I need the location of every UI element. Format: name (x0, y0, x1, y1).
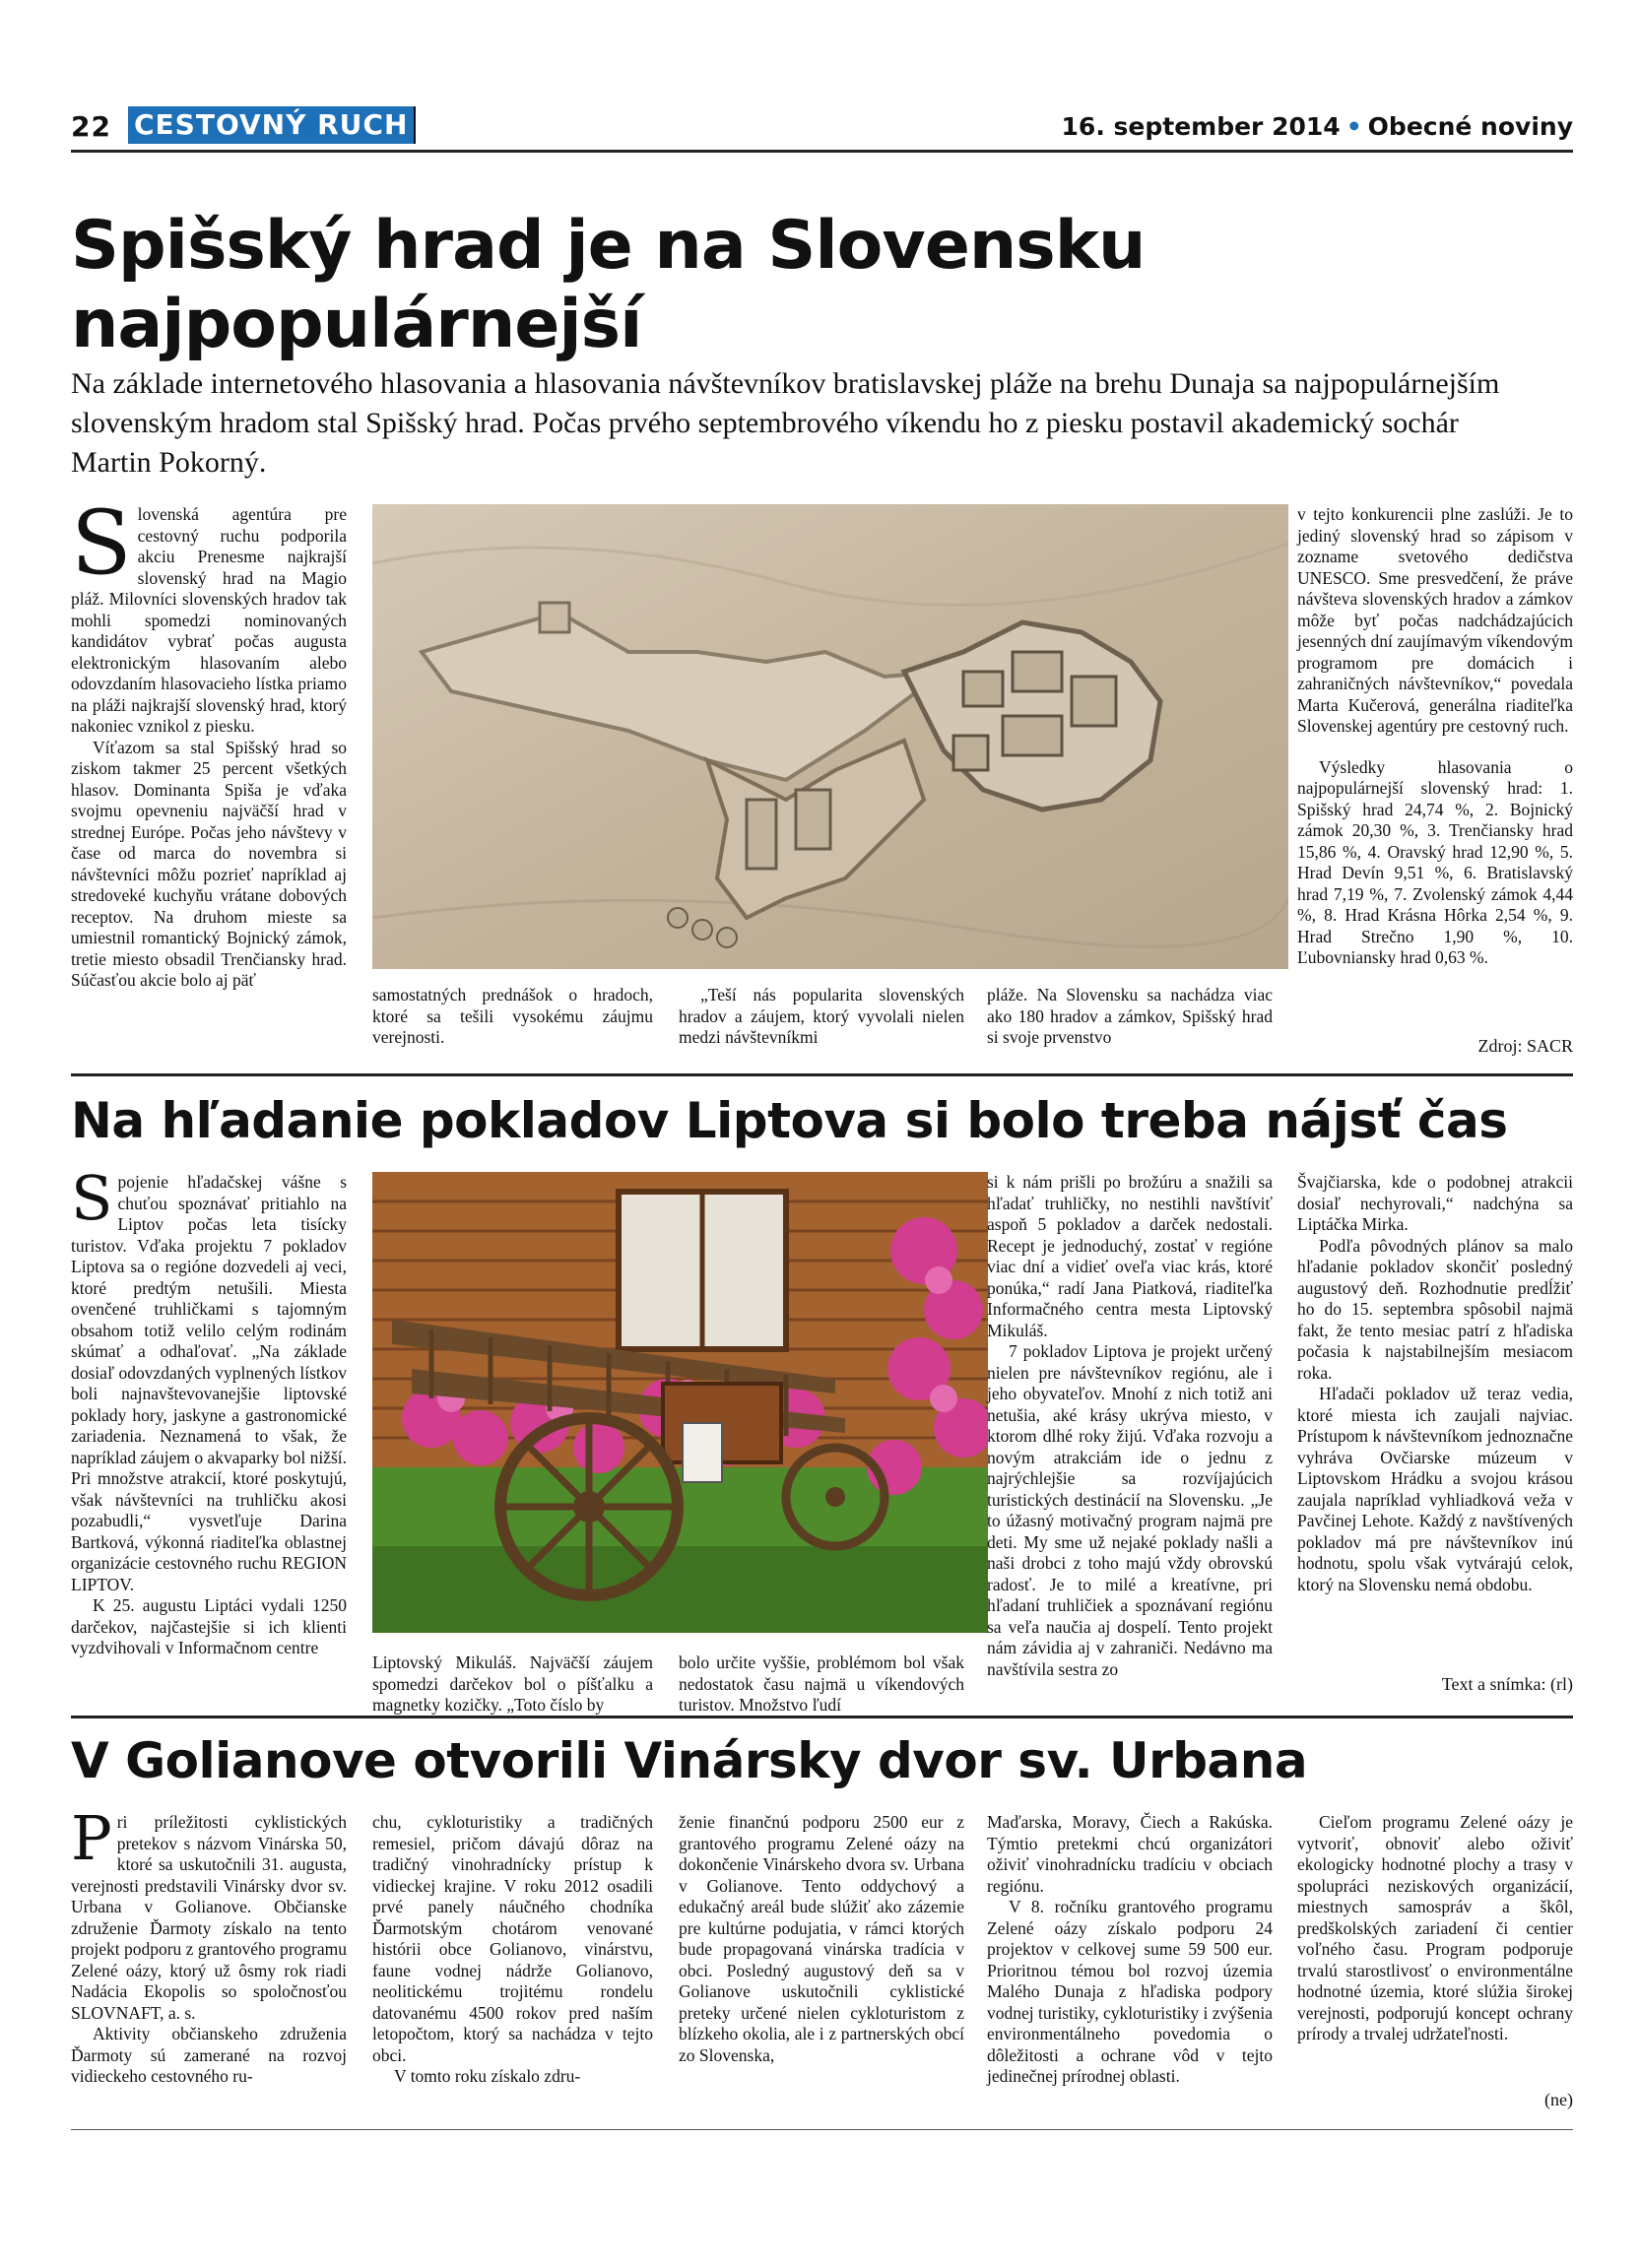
publication-name: Obecné noviny (1367, 112, 1573, 141)
article1-text: samostatných prednášok o hradoch, ktoré sa tešili vysokému záujmu verejnosti. (372, 985, 653, 1047)
article3-credit: (ne) (1544, 2090, 1573, 2109)
article-rule (71, 1073, 1573, 1076)
wooden-cart-image (372, 1172, 988, 1633)
article1-credit: Zdroj: SACR (1477, 1036, 1573, 1056)
article2-credit: Text a snímka: (rl) (1441, 1674, 1573, 1694)
article1-column-3 (679, 985, 964, 1049)
article1-headline: Spišský hrad je na Slovensku najpopulárnejší (71, 207, 1146, 363)
footer-rule (71, 2129, 1573, 2130)
article3-text: Maďarska, Moravy, Čiech a Rakúska. Týmtio pretekmi chcú organizátori oživiť vinohradnícku tradíciu v obciach regiónu. (987, 1812, 1273, 1896)
article1-text: v tejto konkurencii plne zaslúži. Je to jediný slovenský hrad so zápisom v zozname svetového dedičstva UNESCO. Sme presvedčení, že práve návšteva slovenských hradov a zámkov môže byť počas nadchádzajúcich jesenných dní zaujímavým víkendovým programom pre domácich i zahraničných návštevníkov,“ povedala Marta Kučerová, generálna riaditeľka Slovenskej agentúry pre cestovný ruch. (1297, 504, 1573, 736)
article1-lead: Na základe internetového hlasovania a hlasovania návštevníkov bratislavskej pláže na brehu Dunaja sa najpopulárnejším slovenským hradom stal Spišský hrad. Počas prvého septembrového víkendu ho z piesku postavil akademický sochár Martin Pokorný. (71, 367, 1500, 479)
page-header (71, 106, 1573, 150)
article2-text: Hľadači pokladov už teraz vedia, ktoré miesta ich zaujali najviac. Prístupom k návštevníkom jednoznačne vyhráva Ovčiarske múzeum v Liptovskom Hrádku a svojou krásou zaujala napríklad vyhliadková veža v Pavčinej Lehote. Každý z navštívených pokladov má pre návštevníkov inú hodnotu, spolu však vytvárajú celok, ktorý na Slovensku nemá obdobu. (1297, 1384, 1573, 1594)
sand-castle-photo (372, 504, 1288, 969)
article2-headline: Na hľadanie pokladov Liptova si bolo treba nájsť čas (71, 1092, 1508, 1149)
section-label: CESTOVNÝ RUCH (128, 106, 416, 144)
article2-text: Švajčiarska, kde o podobnej atrakcii dosiaľ nechyrovali,“ nadchýna sa Liptáčka Mirka. (1297, 1172, 1573, 1234)
article2-text: si k nám prišli po brožúru a snažili sa hľadať truhličky, no nestihli navštíviť aspoň 5 pokladov a darček nedostali. Recept je jednoduchý, zostať v regióne viac dní a vidieť oveľa viac krás, ktoré ponúka,“ radí Jana Piatková, riaditeľka Informačného centra mesta Liptovský Mikuláš. (987, 1172, 1273, 1340)
newspaper-page (71, 98, 1573, 2206)
issue-date: 16. september 2014 (1061, 112, 1341, 141)
article2-text: bolo určite vyššie, problémom bol však nedostatok času najmä u víkendových turistov. Množstvo ľudí (679, 1652, 964, 1715)
article1-text: lovenská agentúra pre cestovný ruchu podporila akciu Prenesme najkrajší slovenský hrad na Magio pláž. Milovníci slovenských hradov tak mohli spomedzi nominovaných kandidátov vybrať počas augusta elektronickým hlasovaním alebo odovzdaním hlasovacieho lístka priamo na pláži najkrajší slovenský hrad, ktorý nakoniec vznikol z piesku. (71, 504, 347, 736)
article3-column-5 (1297, 1812, 1573, 2045)
article2-column-3 (679, 1652, 964, 1717)
drop-cap: P (71, 1802, 112, 1874)
article1-text: pláže. Na Slovensku sa nachádza viac ako 180 hradov a zámkov, Spišský hrad si svoje prvenstvo (987, 985, 1273, 1047)
article1-column-5 (1297, 504, 1573, 969)
article1-column-1 (71, 491, 347, 992)
article2-text: Podľa pôvodných plánov sa malo hľadanie pokladov skončiť posledný augustový deň. Rozhodnutie predĺžiť ho do 15. septembra spôsobil najmä fakt, že tento mesiac patrí z hľadiska počasia k najstabilnejším mesiacom roka. (1297, 1235, 1573, 1383)
article2-text: pojenie hľadačskej vášne s chuťou spoznávať pritiahlo na Liptov počas leta tisícky turistov. Vďaka projektu 7 pokladov Liptova sa o regióne dozvedeli aj veci, ktoré predtým netušili. Miesta ovenčené truhličkami s tajomným obsahom totiž velilo celým rodinám skúmať a odhaľovať. „Na základe dosiaľ odovzdaných vyplnených lístkov boli najnavštevovanejšie liptovské poklady hory, jaskyne a gastronomické zariadenia. Neznamená to však, že napríklad záujem o akvaparky bol nižší. Pri množstve atrakcií, ktoré poskytujú, však návštevníci na truhličku akosi pozabudli,“ vysvetľuje Darina Bartková, výkonná riaditeľka oblastnej organizácie cestovného ruchu REGION LIPTOV. (71, 1172, 347, 1594)
article1-text: Víťazom sa stal Spišský hrad so ziskom takmer 25 percent všetkých hlasov. Dominanta Spiša je vďaka svojmu opevneniu najväčší hrad v strednej Európe. Počas jeho návštevy v čase od marca do novembra si návštevníci môžu pozrieť napríklad aj stredoveké kuchyňu vrátane dobových receptov. Na druhom mieste sa umiestnil romantický Bojnický zámok, tretie miesto obsadil Trenčiansky hrad. Súčasťou akcie bolo aj päť (71, 737, 347, 990)
article2-text: 7 pokladov Liptova je projekt určený nielen pre návštevníkov regiónu, ale i jeho obyvateľov. Mnohí z nich totiž ani netušia, aké krásy ukrýva miesto, v ktorom dlhé roky žijú. Vďaka rozvoju a novým atrakciám ide o jednu z najrýchlejšie sa rozvíjajúcich turistických destinácií na Slovensku. „Je to úžasný motivačný program najmä pre deti. My sme už nejaké poklady našli a naši drobci z toho majú vždy obrovskú radosť. Je to milé a kreatívne, pri hľadaní truhličiek a spoznávaní regiónu sa veľa naučia aj dospelí. Tento projekt nám závidia aj v zahraniči. Nedávno ma navštívila sestra zo (987, 1341, 1273, 1679)
drop-cap: S (71, 1162, 113, 1234)
article3-text: V 8. ročníku grantového programu Zelené oázy získalo podporu 24 projektov v celkovej sume 59 500 eur. Prioritnou témou bol rozvoj územia Malého Dunaja z hľadiska podpory vodnej turistiky, cykloturistiky i zvýšenia environmentálneho povedomia o dôležitosti a ochrane vôd v tejto jedinečnej prírodnej oblasti. (987, 1897, 1274, 2086)
sand-castle-image (372, 504, 1288, 969)
article2-column-4 (987, 1172, 1273, 1680)
article1-results: Výsledky hlasovania o najpopulárnejší slovenský hrad: 1. Spišský hrad 24,74 %, 2. Bojnický zámok 20,30 %, 3. Trenčiansky hrad 15,86 %, 4. Oravský hrad 12,90 %, 5. Hrad Devín 9,51 %, 6. Bratislavský hrad 7,19 %, 7. Zvolenský zámok 4,44 %, 8. Hrad Krásna Hôrka 2,54 %, 9. Hrad Strečno 1,90 %, 10. Ľubovniansky hrad 0,63 %. (1297, 756, 1573, 967)
article1-column-4 (987, 985, 1273, 1049)
article3-column-3 (679, 1812, 964, 2066)
article3-text: chu, cykloturistiky a tradičných remesiel, pričom dávajú dôraz na tradičný vinohradnícky prístup k vidieckej krajine. V roku 2012 osadili prvé panely náučného chodníka Ďarmotským chotárom venované histórii obce Golianovo, vinárstvu, faune vodnej nádrže Golianovo, neolitickému trojitému rondelu datovanému 4500 rokov pred naším letopočtom, ktorý sa nachádza v tejto obci. (372, 1812, 653, 2065)
article3-column-1 (71, 1802, 347, 2088)
article1-column-2 (372, 985, 653, 1049)
article2-column-1 (71, 1162, 347, 1659)
article2-column-2 (372, 1652, 653, 1717)
article3-text: Aktivity občianskeho združenia Ďarmoty sú zamerané na rozvoj vidieckeho cestovného ru- (71, 2024, 347, 2086)
article1-text: „Teší nás popularita slovenských hradov a záujem, ktorý vyvolali nielen medzi návštevníkmi (679, 985, 964, 1047)
header-rule (71, 150, 1573, 153)
article3-column-4 (987, 1812, 1273, 2088)
article3-text: ženie finančnú podporu 2500 eur z grantového programu Zelené oázy na dokončenie Vinárskeho dvora sv. Urbana v Golianove. Tento oddychový a edukačný areál bude slúžiť ako zázemie pre kultúrne podujatia, v rámci ktorých bude propagovaná vinárska tradícia v obci. Posledný augustový deň sa v Golianove uskutočnili cyklistické preteky určené nielen cykloturistom z blízkeho okolia, ale i z partnerských obcí zo Slovenska, (679, 1812, 964, 2065)
article3-headline: V Golianove otvorili Vinársky dvor sv. Urbana (71, 1732, 1308, 1789)
article2-column-5 (1297, 1172, 1573, 1595)
article3-text: ri príležitosti cyklistických pretekov s názvom Vinárska 50, ktoré sa uskutočnili 31. augusta, verejnosti predstavili Vinársky dvor sv. Urbana v Golianove. Občianske združenie Ďarmoty získalo na tento projekt podporu z grantového programu Zelené oázy, ktorý už ôsmy rok riadi Nadácia Ekopolis so spoločnosťou SLOVNAFT, a. s. (71, 1812, 347, 2023)
issue-info (1062, 112, 1573, 141)
article2-text: Liptovský Mikuláš. Najväčší záujem spomedzi darčekov bol o píšťalku a magnetky kozičky. „Toto číslo by (372, 1652, 653, 1715)
drop-cap: S (71, 491, 132, 595)
wooden-cart-photo (372, 1172, 988, 1633)
article3-text: Cieľom programu Zelené oázy je vytvoriť, obnoviť alebo oživiť ekologicky hodnotné plochy a trasy v spolupráci neziskových organizácií, miestnych samospráv a škôl, predškolských zariadení či centier voľného času. Program podporuje trvalú starostlivosť o environmentálne hodnotné územia, ktoré slúžia širokej verejnosti, podporujú koncept ochrany prírody a trvalej udržateľnosti. (1297, 1812, 1573, 2043)
separator-dot: • (1345, 112, 1362, 141)
article3-text: V tomto roku získalo zdru- (394, 2066, 581, 2086)
page-number: 22 (71, 110, 111, 143)
article2-text: K 25. augustu Liptáci vydali 1250 darčekov, najčastejšie si ich klienti vyzdvihovali v Informačnom centre (71, 1595, 347, 1657)
article-rule (71, 1716, 1573, 1718)
article3-column-2 (372, 1812, 653, 2088)
